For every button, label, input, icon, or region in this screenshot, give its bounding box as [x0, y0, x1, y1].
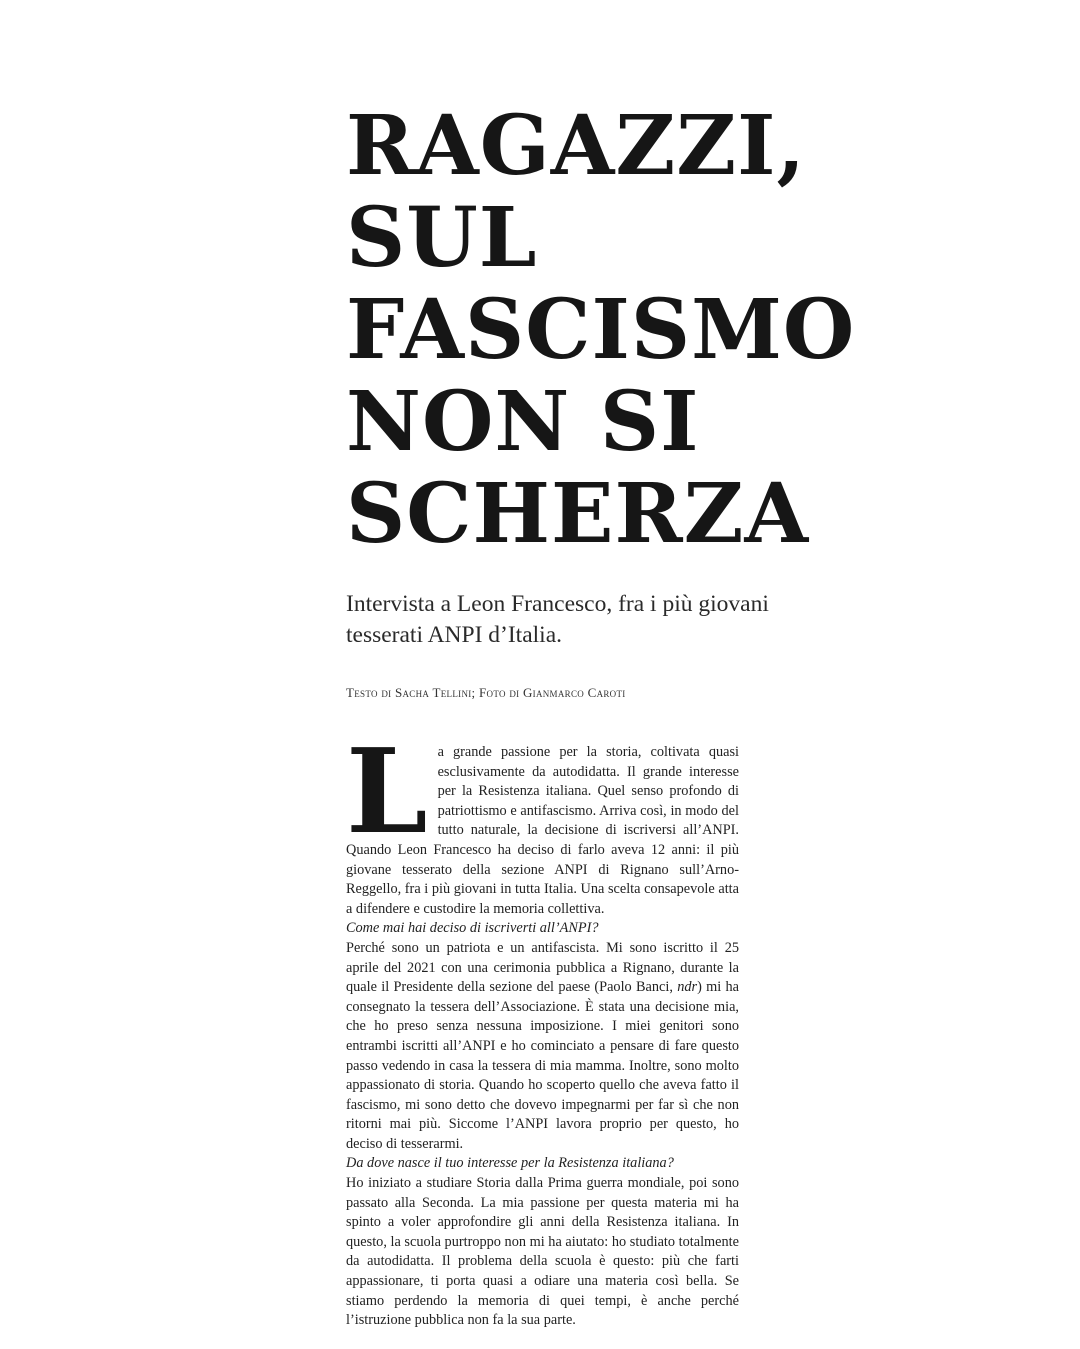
interview-question-2: Da dove nasce il tuo interesse per la Resistenza italiana? [346, 1155, 674, 1172]
headline-line-5: SCHERZA [346, 466, 810, 562]
drop-cap: L [346, 724, 428, 860]
article-body [346, 724, 740, 1331]
answer-1-ndr: ndr [677, 979, 698, 996]
article-headline [346, 98, 856, 562]
article-credits: Testo di Sacha Tellini; Foto di Gianmarco Caroti [346, 685, 626, 700]
answer-1-part-1: Perché sono un patriota e un antifascista. Mi sono iscritto il 25 aprile del 2021 con una cerimonia pubblica a Rignano, durante la quale il Presidente della sezione del paese (Paolo Banci, [346, 939, 739, 996]
interview-question-1: Come mai hai deciso di iscriverti all’ANPI? [346, 920, 599, 937]
interview-answer-2: Ho iniziato a studiare Storia dalla Prima guerra mondiale, poi sono passato alla Seconda. La mia passione per questa materia mi ha spinto a voler approfondire gli anni della Resistenza italiana. In questo, la scuola purtroppo non mi ha aiutato: ho studiato totalmente da autodidatta. Il problema della scuola è questo: più che farti appassionare, ti porta quasi a odiare una materia così bella. Se stiamo perdendo la memoria di quei tempi, è anche perché l’istruzione pubblica non fa la sua parte. [346, 1175, 739, 1329]
headline-line-3: FASCISMO [346, 282, 856, 378]
article-subtitle: Intervista a Leon Francesco, fra i più giovani tesserati ANPI d’Italia. [346, 591, 769, 648]
headline-line-4: NON SI [346, 374, 700, 470]
intro-paragraph [346, 724, 739, 919]
headline-line-1: RAGAZZI, [346, 98, 807, 194]
intro-text: a grande passione per la storia, coltivata quasi esclusivamente da autodidatta. Il grande interesse per la Resistenza italiana. Quel senso profondo di patriottismo e antifascismo. Arriva così, in modo del tutto naturale, la decisione di iscriversi all’ANPI. Quando Leon Francesco ha deciso di farlo aveva 12 anni: il più giovane tesserato della sezione ANPI di Rignano sull’Arno-Reggello, fra i più giovani in tutta Italia. Una scelta consapevole atta a difendere e custodire la memoria collettiva. [346, 744, 739, 917]
headline-line-2: SUL [346, 190, 538, 286]
answer-1-part-2: ) mi ha consegnato la tessera dell’Associazione. È stata una decisione mia, che ho preso senza nessuna imposizione. I miei genitori sono entrambi iscritti all’ANPI e ho cominciato a pensare di fare questo passo vedendo in casa la tessera di mia mamma. Inoltre, sono molto appassionato di storia. Quando ho scoperto quello che aveva fatto il fascismo, mi sono detto che dovevo impegnarmi per far sì che non ritorni mai più. Siccome l’ANPI lavora proprio per questo, ho deciso di tesserarmi. [346, 979, 740, 1152]
interview-answer-1 [346, 939, 739, 1155]
